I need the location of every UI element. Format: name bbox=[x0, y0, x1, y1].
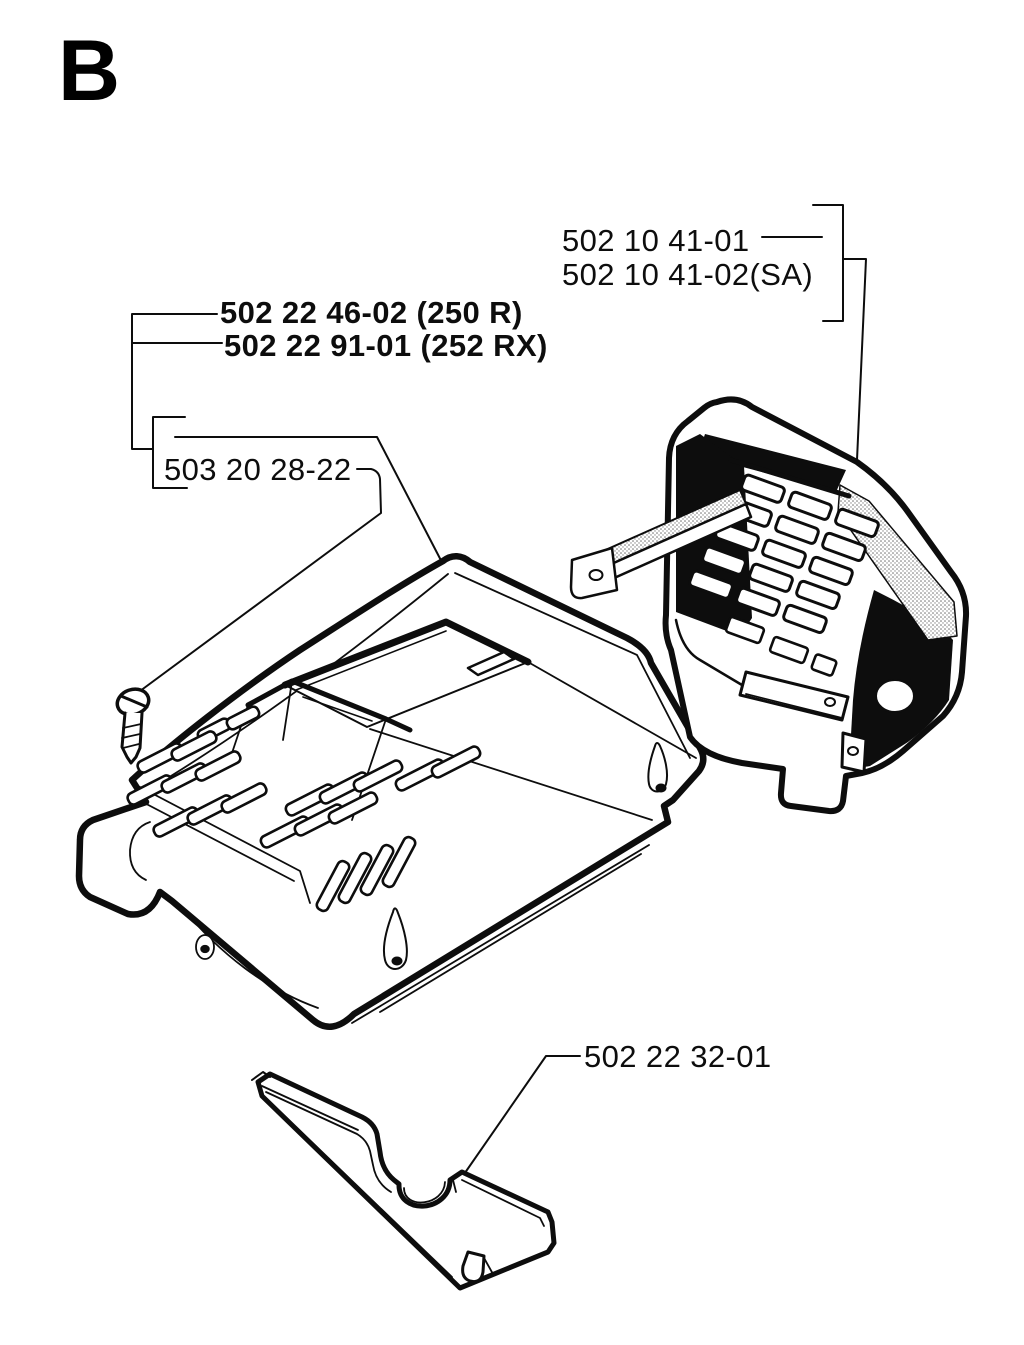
page-letter: B bbox=[58, 23, 121, 119]
part-label-air-filter-cover-2: 502 10 41-02(SA) bbox=[562, 257, 814, 292]
part-label-cylinder-cover-252rx: 502 22 91-01 (252 RX) bbox=[224, 328, 548, 363]
cylinder-cover-drawing bbox=[79, 556, 703, 1027]
baffle-tab bbox=[463, 1252, 484, 1282]
part-label-screw: 503 20 28-22 bbox=[164, 452, 352, 487]
part-label-air-filter-cover-1: 502 10 41-01 bbox=[562, 223, 750, 258]
screw-drawing bbox=[114, 685, 152, 763]
leader-baffle bbox=[460, 1056, 580, 1180]
bracket-cylinder-cover bbox=[132, 314, 217, 449]
part-label-cylinder-cover-250r: 502 22 46-02 (250 R) bbox=[220, 295, 523, 330]
part-label-baffle-plate: 502 22 32-01 bbox=[584, 1039, 772, 1074]
baffle-plate-drawing bbox=[252, 1072, 554, 1288]
bracket-air-filter-cover bbox=[813, 205, 843, 321]
leader-air-filter-part bbox=[843, 259, 866, 460]
baffle-outline bbox=[258, 1074, 554, 1288]
